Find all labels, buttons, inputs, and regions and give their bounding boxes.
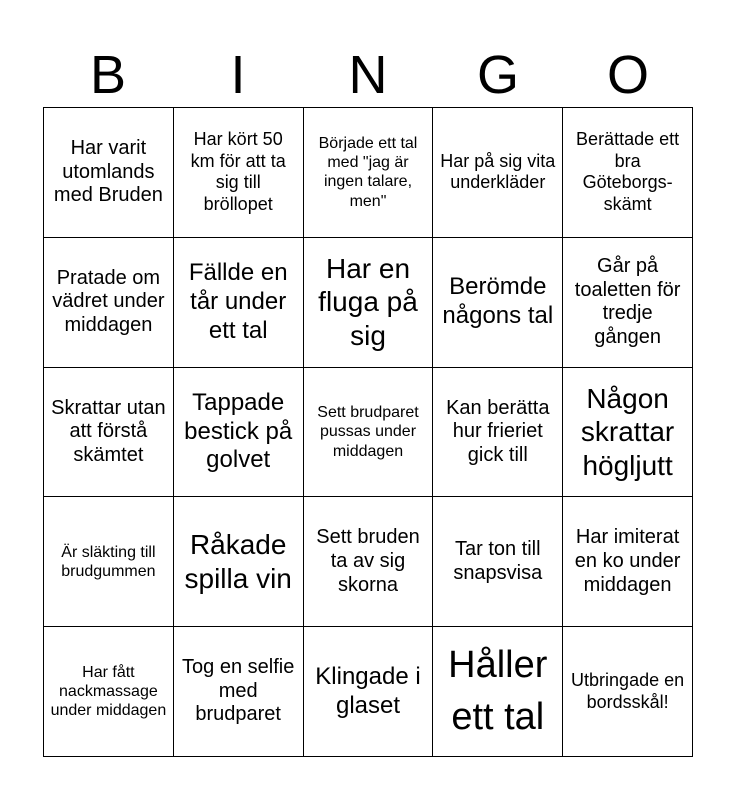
bingo-cell-r4-c1[interactable] xyxy=(44,497,174,627)
bingo-cell-text: Någon skrattar högljutt xyxy=(580,382,675,481)
bingo-cell-text: Kan berätta hur frieriet gick till xyxy=(446,396,550,466)
header-letter-i: I xyxy=(230,45,246,105)
bingo-cell-r3-c1[interactable] xyxy=(44,368,174,498)
bingo-cell-text: Har en fluga på sig xyxy=(318,252,418,351)
bingo-card xyxy=(43,107,693,757)
bingo-cell-text: Går på toaletten för tredje gången xyxy=(574,255,681,348)
bingo-cell-r3-c2[interactable] xyxy=(174,368,304,498)
bingo-cell-text: Berömde någons tal xyxy=(442,273,554,330)
bingo-cell-r3-c5[interactable] xyxy=(563,368,693,498)
bingo-header xyxy=(43,44,693,106)
header-letter-o: O xyxy=(606,45,649,105)
bingo-cell-text: Håller ett tal xyxy=(448,644,548,738)
bingo-cell-r4-c4[interactable] xyxy=(433,497,563,627)
bingo-cell-r2-c3[interactable] xyxy=(304,238,434,368)
bingo-cell-text: Tar ton till snapsvisa xyxy=(453,538,543,584)
bingo-cell-r2-c4[interactable] xyxy=(433,238,563,368)
bingo-cell-r1-c2[interactable] xyxy=(174,108,304,238)
bingo-cell-text: Började ett tal med "jag är ingen talare, men" xyxy=(318,135,418,210)
bingo-cell-r5-c2[interactable] xyxy=(174,627,304,757)
bingo-cell-text: Skrattar utan att förstå skämtet xyxy=(51,396,166,466)
bingo-cell-r5-c4[interactable] xyxy=(433,627,563,757)
bingo-cell-r4-c2[interactable] xyxy=(174,497,304,627)
bingo-cell-text: Klingade i glaset xyxy=(315,662,421,719)
bingo-cell-text: Har varit utomlands med Bruden xyxy=(53,137,163,207)
bingo-cell-text: Utbringade en bordsskål! xyxy=(571,670,685,712)
bingo-cell-text: Har på sig vita underkläder xyxy=(440,150,556,193)
bingo-cell-text: Pratade om vädret under middagen xyxy=(52,266,165,336)
bingo-cell-r5-c3[interactable] xyxy=(304,627,434,757)
header-letter-n: N xyxy=(348,45,388,105)
bingo-cell-text: Tog en selfie med brudparet xyxy=(182,656,295,726)
bingo-cell-r1-c1[interactable] xyxy=(44,108,174,238)
bingo-cell-r5-c5[interactable] xyxy=(563,627,693,757)
bingo-cell-text: Sett bruden ta av sig skorna xyxy=(316,526,420,596)
bingo-cell-r1-c3[interactable] xyxy=(304,108,434,238)
bingo-cell-r2-c5[interactable] xyxy=(563,238,693,368)
bingo-cell-r2-c2[interactable] xyxy=(174,238,304,368)
bingo-cell-text: Berättade ett bra Göteborgs-skämt xyxy=(576,129,680,214)
bingo-cell-text: Har imiterat en ko under middagen xyxy=(574,526,681,596)
bingo-cell-text: Fällde en tår under ett tal xyxy=(188,259,288,344)
bingo-cell-text: Är släkting till brudgummen xyxy=(61,543,156,580)
bingo-cell-r4-c3[interactable] xyxy=(304,497,434,627)
bingo-cell-r5-c1[interactable] xyxy=(44,627,174,757)
bingo-cell-r4-c5[interactable] xyxy=(563,497,693,627)
bingo-cell-text: Har kört 50 km för att ta sig till bröllopet xyxy=(190,129,286,214)
bingo-cell-r3-c3[interactable] xyxy=(304,368,434,498)
bingo-cell-text: Har fått nackmassage under middagen xyxy=(50,663,167,720)
bingo-cell-text: Sett brudparet pussas under middagen xyxy=(317,404,419,460)
bingo-cell-r1-c4[interactable] xyxy=(433,108,563,238)
bingo-cell-r2-c1[interactable] xyxy=(44,238,174,368)
bingo-cell-text: Tappade bestick på golvet xyxy=(184,388,293,474)
header-letter-b: B xyxy=(89,45,127,105)
bingo-cell-text: Råkade spilla vin xyxy=(184,529,292,594)
bingo-cell-r1-c5[interactable] xyxy=(563,108,693,238)
bingo-cell-r3-c4[interactable] xyxy=(433,368,563,498)
header-letter-g: G xyxy=(476,45,519,105)
